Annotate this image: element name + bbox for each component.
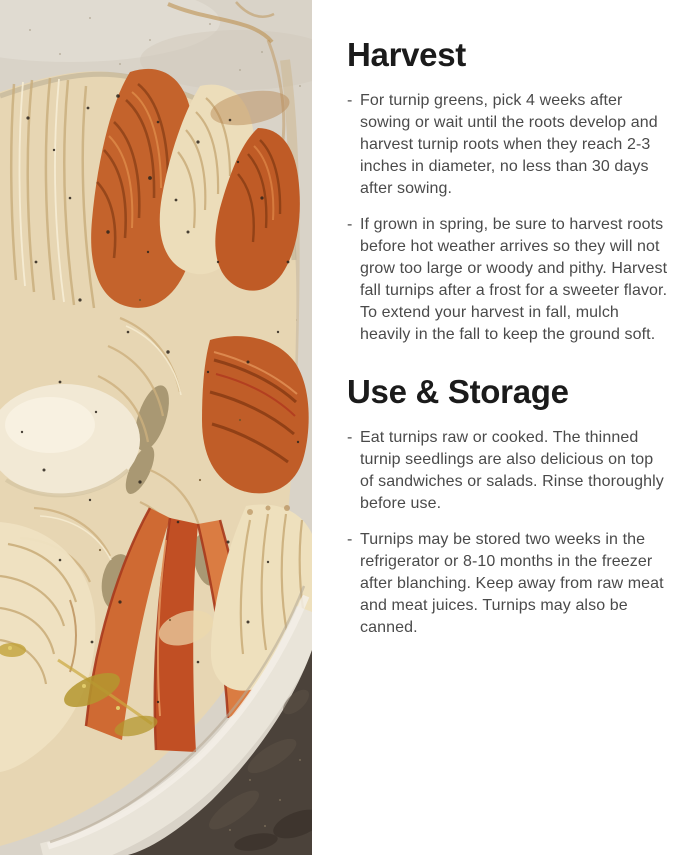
dish-photo-illustration	[0, 0, 312, 855]
bullet-item	[347, 90, 669, 200]
dish-photo	[0, 0, 312, 855]
use-storage-heading: Use & Storage	[347, 373, 569, 410]
bullet-text: If grown in spring, be sure to harvest roots before hot weather arrives so they will not grow too large or woody and pithy. Harvest fall turnips after a frost for a sweeter flavor. To extend your harvest in fall, mulch heavily in the fall to keep the ground soft.	[360, 216, 668, 343]
bullet-item	[347, 214, 669, 346]
bullet-marker: -	[347, 92, 353, 109]
info-panel	[347, 0, 669, 653]
section-use-storage	[347, 373, 669, 639]
bullet-text: Eat turnips raw or cooked. The thinned turnip seedlings are also delicious on top of sandwiches or salads. Rinse thoroughly before use.	[360, 429, 664, 512]
bullet-marker: -	[347, 429, 353, 446]
bullet-text: For turnip greens, pick 4 weeks after sowing or wait until the roots develop and harvest turnip roots when they reach 2-3 inches in diameter, no less than 30 days after sowing.	[360, 92, 658, 197]
bullet-item	[347, 427, 669, 515]
bullet-marker: -	[347, 531, 353, 548]
bullet-text: Turnips may be stored two weeks in the refrigerator or 8-10 months in the freezer after blanching. Keep away from raw meat and meat juices. Turnips may also be canned.	[360, 531, 664, 636]
section-harvest	[347, 36, 669, 346]
harvest-bullet-list	[347, 90, 669, 346]
bullet-item	[347, 529, 669, 639]
use-storage-bullet-list	[347, 427, 669, 639]
bullet-marker: -	[347, 216, 353, 233]
harvest-heading: Harvest	[347, 36, 466, 73]
